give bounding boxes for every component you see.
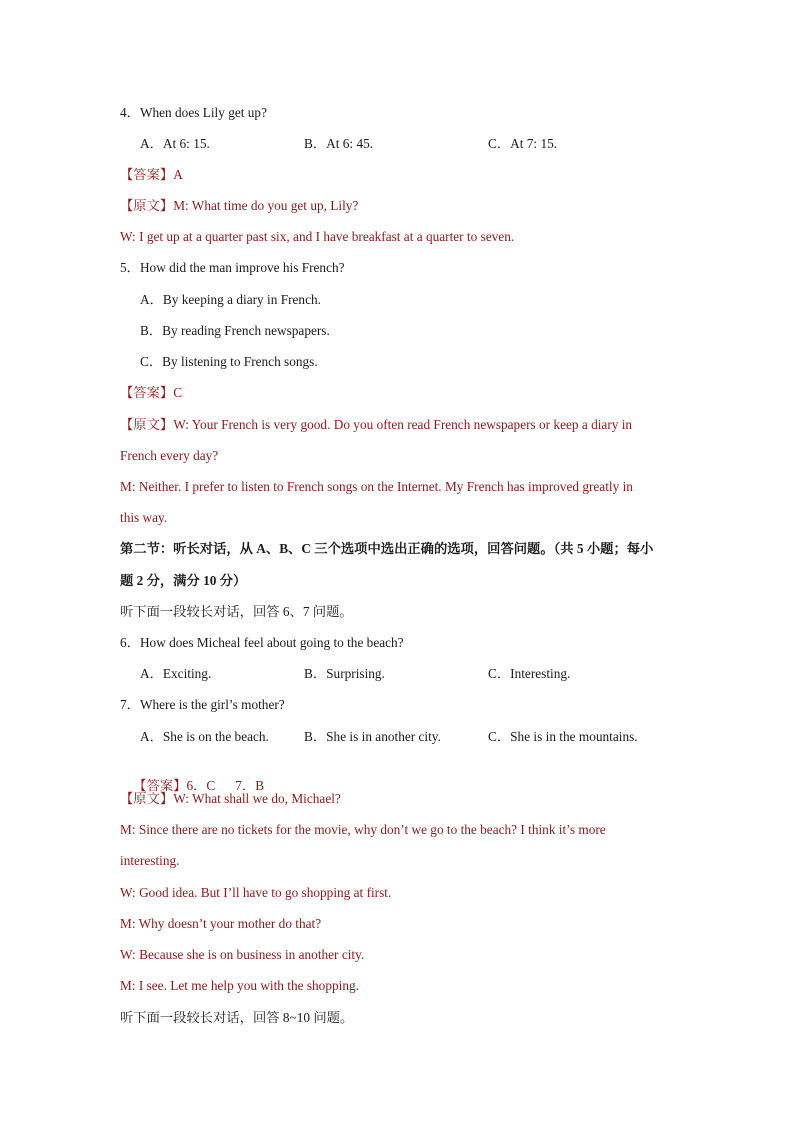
- q67-script-line-1: [120, 790, 341, 808]
- q4-script-line-1: [120, 197, 358, 215]
- q67-script-line-6: W: Because she is on business in another city.: [120, 947, 365, 962]
- answer-value: A: [173, 167, 183, 182]
- section-2-intro: 听下面一段较长对话，回答 6、7 问题。: [120, 604, 353, 619]
- script-tag: 【原文】: [120, 198, 174, 213]
- q5-option-b: B．By reading French newspapers.: [140, 323, 330, 338]
- q67-script-line-2: M: Since there are no tickets for the movie, why don’t we go to the beach? I think it’s more: [120, 822, 606, 837]
- q5-script-line-4: this way.: [120, 510, 168, 525]
- q6-option-a: A．Exciting.: [140, 666, 212, 681]
- answer-value: C: [173, 385, 183, 400]
- q5-answer: [120, 384, 182, 402]
- answer-tag: 【答案】: [133, 778, 187, 793]
- q7-option-c: C．She is in the mountains.: [488, 729, 638, 744]
- section-2-intro-2: 听下面一段较长对话，回答 8~10 问题。: [120, 1010, 354, 1025]
- section-2-heading-line-1: 第二节：听长对话，从 A、B、C 三个选项中选出正确的选项，回答问题。（共 5 小题；每小: [120, 541, 654, 556]
- question-4: 4．When does Lily get up?: [120, 105, 267, 120]
- q4-answer: [120, 166, 183, 184]
- q67-script-line-4: W: Good idea. But I’ll have to go shopping at first.: [120, 885, 392, 900]
- q5-script-line-1: [120, 416, 632, 434]
- q67-script-line-3: interesting.: [120, 853, 180, 868]
- q4-script-line-2: W: I get up at a quarter past six, and I have breakfast at a quarter to seven.: [120, 229, 515, 244]
- q67-script-line-5: M: Why doesn’t your mother do that?: [120, 916, 322, 931]
- answer-value: 6．C 7．B: [186, 778, 265, 793]
- q67-answer: [120, 759, 265, 793]
- q5-option-a: A．By keeping a diary in French.: [140, 292, 321, 307]
- q67-script-line-7: M: I see. Let me help you with the shopping.: [120, 978, 359, 993]
- question-5: 5．How did the man improve his French?: [120, 260, 345, 275]
- q5-script-line-3: M: Neither. I prefer to listen to French songs on the Internet. My French has improved greatly in: [120, 479, 633, 494]
- script-text: W: What shall we do, Michael?: [173, 791, 341, 806]
- answer-tag: 【答案】: [120, 385, 174, 400]
- section-2-heading-line-2: 题 2 分，满分 10 分）: [120, 573, 247, 588]
- q5-option-c: C．By listening to French songs.: [140, 354, 318, 369]
- script-tag: 【原文】: [120, 417, 174, 432]
- q4-option-c: C．At 7: 15.: [488, 136, 558, 151]
- script-tag: 【原文】: [120, 791, 174, 806]
- q4-option-a: A．At 6: 15.: [140, 136, 210, 151]
- q6-option-c: C．Interesting.: [488, 666, 571, 681]
- script-text: M: What time do you get up, Lily?: [173, 198, 359, 213]
- q4-option-b: B．At 6: 45.: [304, 136, 374, 151]
- q5-script-line-2: French every day?: [120, 448, 219, 463]
- q7-option-a: A．She is on the beach.: [140, 729, 269, 744]
- answer-tag: 【答案】: [120, 167, 174, 182]
- question-7: 7．Where is the girl’s mother?: [120, 697, 285, 712]
- script-text: W: Your French is very good. Do you often read French newspapers or keep a diary in: [173, 417, 633, 432]
- q7-option-b: B．She is in another city.: [304, 729, 441, 744]
- q6-option-b: B．Surprising.: [304, 666, 385, 681]
- question-6: 6．How does Micheal feel about going to the beach?: [120, 635, 404, 650]
